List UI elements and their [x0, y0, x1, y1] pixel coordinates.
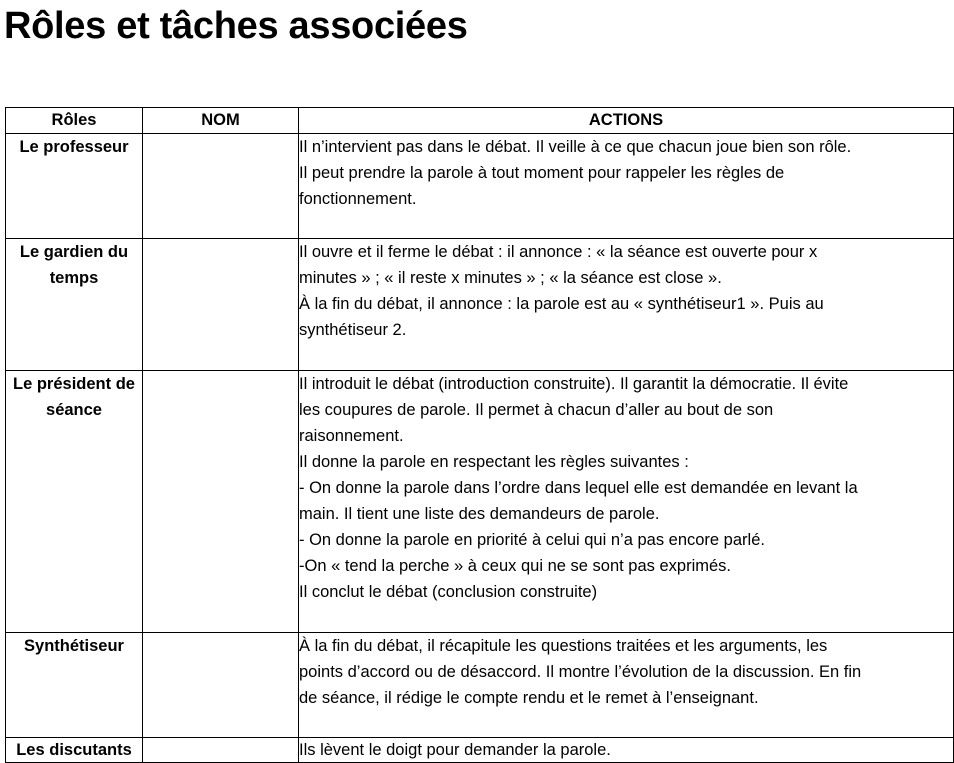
actions-cell: [299, 738, 954, 763]
actions-cell: [299, 633, 954, 738]
action-line: de séance, il rédige le compte rendu et le remet à l’enseignant.: [299, 689, 759, 707]
nom-cell[interactable]: [143, 371, 299, 633]
role-cell: Les discutants: [6, 738, 143, 763]
role-cell: Le professeur: [6, 134, 143, 239]
nom-cell[interactable]: [143, 738, 299, 763]
column-header-actions: ACTIONS: [299, 108, 954, 134]
table-row: [6, 738, 954, 763]
action-line: Ils lèvent le doigt pour demander la parole.: [299, 741, 611, 759]
action-line: À la fin du débat, il récapitule les questions traitées et les arguments, les: [299, 637, 828, 655]
role-cell: Synthétiseur: [6, 633, 143, 738]
actions-cell: [299, 239, 954, 371]
table-row: [6, 134, 954, 239]
action-line: synthétiseur 2.: [299, 321, 407, 339]
table-row: [6, 371, 954, 633]
action-line: Il introduit le débat (introduction construite). Il garantit la démocratie. Il évite: [299, 375, 849, 393]
action-line: - On donne la parole dans l’ordre dans lequel elle est demandée en levant la: [299, 479, 858, 497]
action-line: minutes » ; « il reste x minutes » ; « la séance est close ».: [299, 269, 722, 287]
column-header-roles: Rôles: [6, 108, 143, 134]
role-cell: Le gardien du temps: [6, 239, 143, 371]
role-cell: Le président de séance: [6, 371, 143, 633]
nom-cell[interactable]: [143, 239, 299, 371]
nom-cell[interactable]: [143, 134, 299, 239]
action-line: À la fin du débat, il annonce : la parole est au « synthétiseur1 ». Puis au: [299, 295, 824, 313]
action-line: - On donne la parole en priorité à celui qui n’a pas encore parlé.: [299, 531, 765, 549]
action-line: Il n’intervient pas dans le débat. Il veille à ce que chacun joue bien son rôle.: [299, 138, 852, 156]
column-header-nom: NOM: [143, 108, 299, 134]
actions-cell: [299, 371, 954, 633]
action-line: main. Il tient une liste des demandeurs de parole.: [299, 505, 660, 523]
action-line: Il donne la parole en respectant les règles suivantes :: [299, 453, 689, 471]
action-line: -On « tend la perche » à ceux qui ne se sont pas exprimés.: [299, 557, 731, 575]
nom-cell[interactable]: [143, 633, 299, 738]
page-title: Rôles et tâches associées: [4, 5, 468, 47]
action-line: Il peut prendre la parole à tout moment pour rappeler les règles de: [299, 164, 785, 182]
action-line: points d’accord ou de désaccord. Il montre l’évolution de la discussion. En fin: [299, 663, 862, 681]
table-row: [6, 239, 954, 371]
roles-table: [5, 107, 954, 763]
action-line: raisonnement.: [299, 427, 404, 445]
action-line: Il conclut le débat (conclusion construite): [299, 583, 598, 601]
action-line: fonctionnement.: [299, 190, 417, 208]
action-line: les coupures de parole. Il permet à chacun d’aller au bout de son: [299, 401, 774, 419]
actions-cell: [299, 134, 954, 239]
table-row: [6, 633, 954, 738]
table-header-row: [6, 108, 954, 134]
action-line: Il ouvre et il ferme le débat : il annonce : « la séance est ouverte pour x: [299, 243, 818, 261]
